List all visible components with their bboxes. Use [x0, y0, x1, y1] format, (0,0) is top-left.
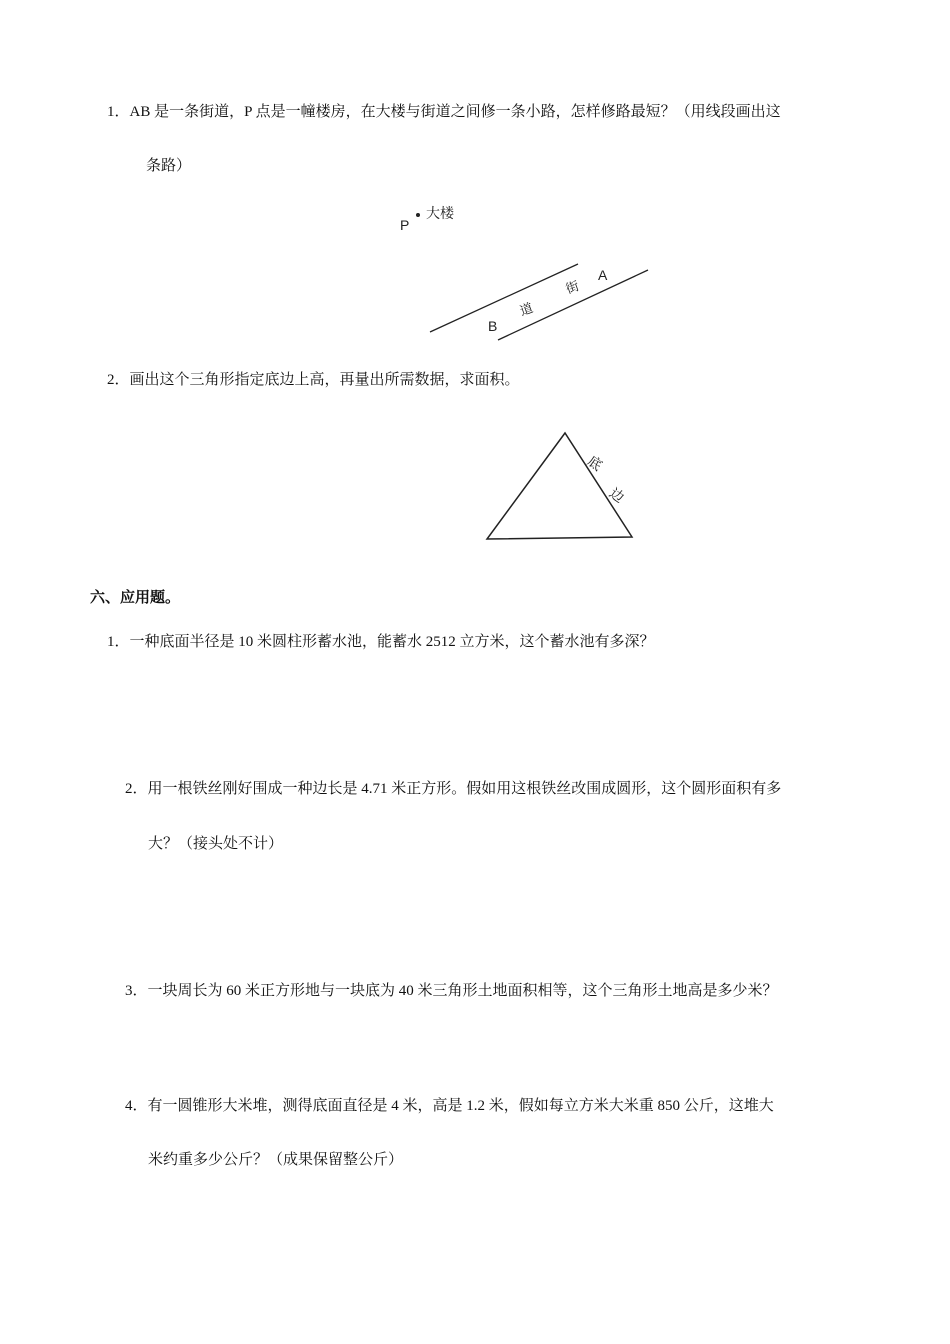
- label-b: B: [488, 318, 498, 334]
- question-text: AB 是一条街道，P 点是一幢楼房，在大楼与街道之间修一条小路，怎样修路最短？（用线段画出这: [129, 104, 781, 120]
- question-text: 用一根铁丝刚好围成一种边长是 4.71 米正方形。假如用这根铁丝改围成圆形，这个圆形面积有多: [147, 781, 782, 797]
- base-char-bian: 边: [606, 484, 628, 506]
- question-number: 4．: [125, 1098, 148, 1114]
- q5-1-line1: [107, 102, 781, 122]
- question-text: 有一圆锥形大米堆，测得底面直径是 4 米，高是 1.2 米，假如每立方米大米重 850 公斤，这堆大: [147, 1098, 774, 1114]
- question-number: 1．: [107, 104, 130, 120]
- street-char-jie: 街: [563, 278, 581, 297]
- street-edge-upper: [430, 264, 578, 332]
- q6-4-line2: 米约重多少公斤？（成果保留整公斤）: [148, 1152, 404, 1168]
- point-p-dot: [416, 213, 420, 217]
- question-text: 一种底面半径是 10 米圆柱形蓄水池，能蓄水 2512 立方米，这个蓄水池有多深？: [129, 634, 655, 650]
- street-figure: [390, 196, 690, 346]
- building-label: 大楼: [426, 205, 454, 221]
- street-char-dao: 道: [517, 300, 535, 319]
- triangle: [487, 433, 632, 539]
- base-char-di: 底: [584, 452, 606, 474]
- q5-2-line1: [107, 370, 520, 390]
- question-number: 2．: [125, 781, 148, 797]
- question-number: 1．: [107, 634, 130, 650]
- question-text: 一块周长为 60 米正方形地与一块底为 40 米三角形土地面积相等，这个三角形土地高是多少米？: [147, 983, 778, 999]
- q6-3-line1: [125, 981, 778, 1001]
- section-heading: 六、应用题。: [90, 590, 181, 606]
- q6-4-line1: [125, 1096, 774, 1116]
- q6-2-line2: 大？（接头处不计）: [148, 836, 284, 852]
- question-number: 2．: [107, 372, 130, 388]
- q6-1-line1: [107, 632, 655, 652]
- p-label: P: [400, 217, 410, 233]
- question-number: 3．: [125, 983, 148, 999]
- q5-1-line2: 条路）: [146, 158, 192, 174]
- triangle-figure: [470, 420, 660, 560]
- question-text: 画出这个三角形指定底边上高，再量出所需数据，求面积。: [129, 372, 520, 388]
- label-a: A: [598, 267, 608, 283]
- q6-2-line1: [125, 779, 781, 799]
